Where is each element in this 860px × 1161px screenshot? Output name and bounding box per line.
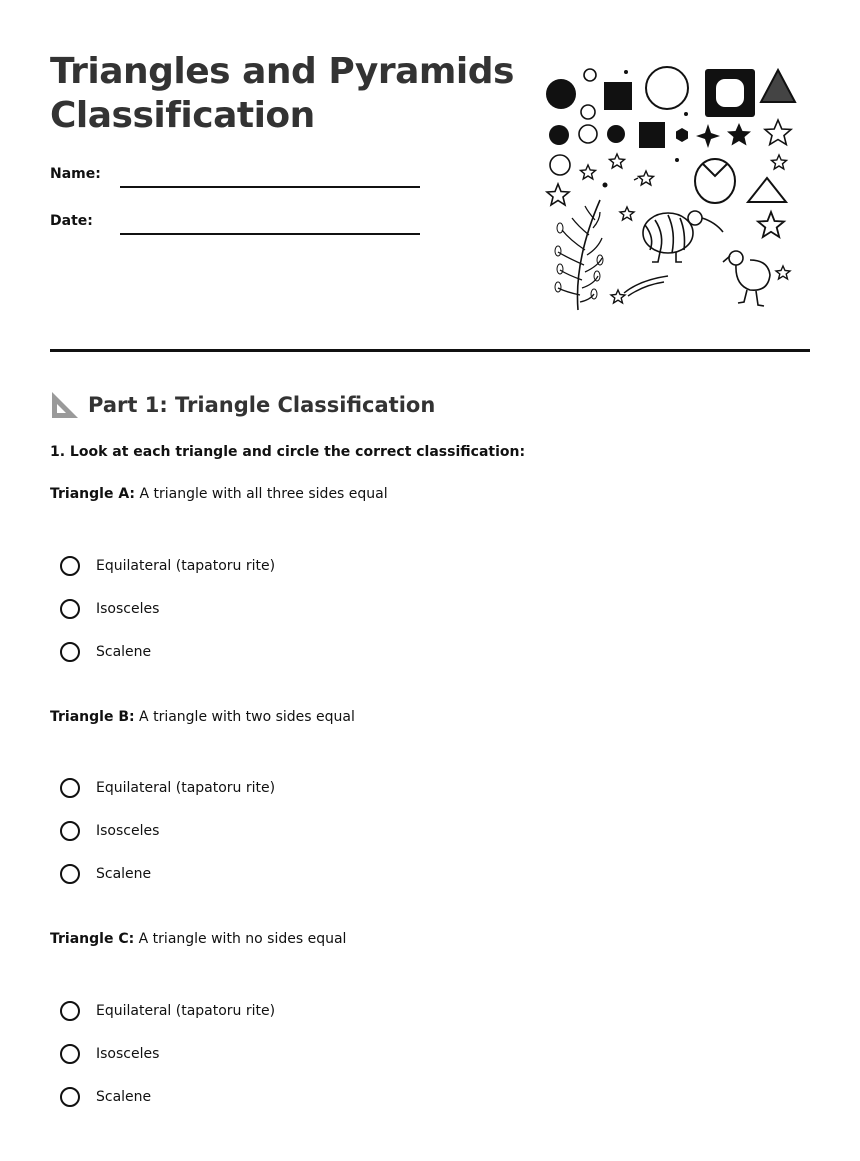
date-line[interactable] xyxy=(120,233,420,235)
answer-circle[interactable] xyxy=(60,1044,80,1064)
option-label: Isosceles xyxy=(96,1046,160,1062)
question-description: A triangle with two sides equal xyxy=(139,709,355,725)
answer-circle[interactable] xyxy=(60,1087,80,1107)
header-divider xyxy=(50,349,810,352)
name-label: Name: xyxy=(50,166,101,182)
answer-circle[interactable] xyxy=(60,556,80,576)
worksheet-title: Triangles and Pyramids Classification xyxy=(50,51,514,136)
option-a-scalene[interactable] xyxy=(60,640,151,664)
option-b-scalene[interactable] xyxy=(60,862,151,886)
option-label: Equilateral (tapatoru rite) xyxy=(96,558,276,574)
name-field xyxy=(50,166,430,190)
question-description: A triangle with all three sides equal xyxy=(139,486,388,502)
part1-heading xyxy=(50,388,435,422)
option-a-equilateral[interactable] xyxy=(60,554,275,578)
question-label: Triangle B: xyxy=(50,709,135,725)
option-b-isosceles[interactable] xyxy=(60,819,159,843)
answer-circle[interactable] xyxy=(60,821,80,841)
question-label: Triangle C: xyxy=(50,931,135,947)
option-label: Scalene xyxy=(96,866,152,882)
option-label: Scalene xyxy=(96,644,152,660)
option-label: Scalene xyxy=(96,1089,152,1105)
option-a-isosceles[interactable] xyxy=(60,597,159,621)
date-field xyxy=(50,213,430,237)
answer-circle[interactable] xyxy=(60,599,80,619)
question-triangle-a xyxy=(50,486,388,502)
answer-circle[interactable] xyxy=(60,778,80,798)
option-c-equilateral[interactable] xyxy=(60,999,275,1023)
question-label: Triangle A: xyxy=(50,486,136,502)
set-square-icon xyxy=(50,390,80,420)
option-label: Isosceles xyxy=(96,823,160,839)
option-label: Equilateral (tapatoru rite) xyxy=(96,780,276,796)
question-triangle-c xyxy=(50,931,346,947)
shapes-illustration xyxy=(540,60,810,320)
instruction-text: 1. Look at each triangle and circle the correct classification: xyxy=(50,444,526,460)
name-line[interactable] xyxy=(120,186,420,188)
date-label: Date: xyxy=(50,213,93,229)
part1-title: Part 1: Triangle Classification xyxy=(88,393,436,417)
answer-circle[interactable] xyxy=(60,642,80,662)
question-triangle-b xyxy=(50,709,355,725)
answer-circle[interactable] xyxy=(60,1001,80,1021)
answer-circle[interactable] xyxy=(60,864,80,884)
option-c-scalene[interactable] xyxy=(60,1085,151,1109)
option-label: Equilateral (tapatoru rite) xyxy=(96,1003,276,1019)
question-description: A triangle with no sides equal xyxy=(138,931,347,947)
option-label: Isosceles xyxy=(96,601,160,617)
option-b-equilateral[interactable] xyxy=(60,776,275,800)
option-c-isosceles[interactable] xyxy=(60,1042,159,1066)
